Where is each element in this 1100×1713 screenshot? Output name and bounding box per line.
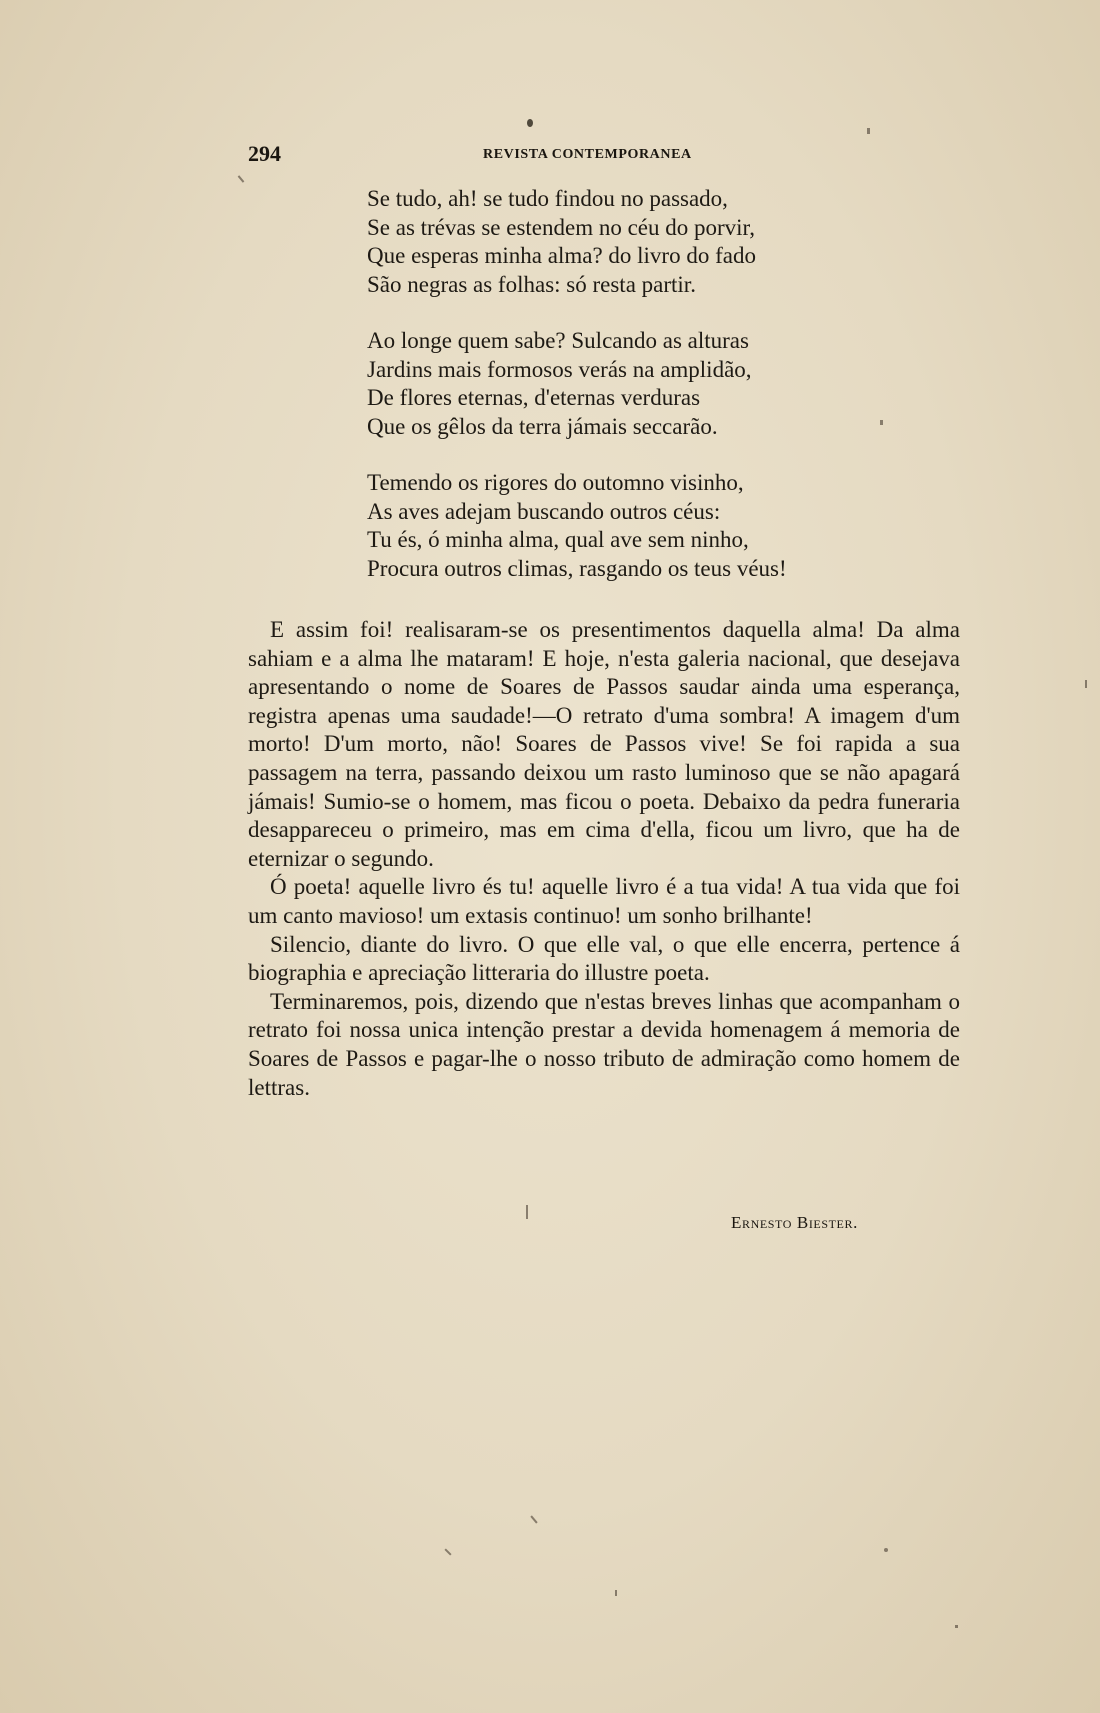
stanza bbox=[367, 469, 887, 583]
page-number: 294 bbox=[248, 141, 281, 166]
poem-line: Tu és, ó minha alma, qual ave sem ninho, bbox=[367, 527, 749, 552]
paper-speck bbox=[884, 1548, 888, 1552]
poem-line: Jardins mais formosos verás na amplidão, bbox=[367, 356, 752, 382]
paragraph: Ó poeta! aquelle livro és tu! aquelle livro é a tua vida! A tua vida que foi um canto mavioso! um extasis continuo! um sonho brilhante! bbox=[248, 874, 960, 928]
paragraph: Silencio, diante do livro. O que elle val, o que elle encerra, pertence á biographia e apreciação litteraria do illustre poeta. bbox=[248, 931, 960, 986]
paper-speck bbox=[1085, 680, 1087, 688]
poem-line: Ao longe quem sabe? Sulcando as alturas bbox=[367, 328, 749, 353]
poem-line: Se as trévas se estendem no céu do porvir, bbox=[367, 214, 756, 240]
running-head: REVISTA CONTEMPORANEA bbox=[483, 147, 692, 162]
ornament-dot bbox=[527, 119, 533, 127]
paper-speck bbox=[530, 1515, 537, 1523]
poem bbox=[367, 185, 887, 611]
stanza bbox=[367, 185, 887, 299]
poem-line: De flores eternas, d'eternas verduras bbox=[367, 385, 701, 410]
paper-speck bbox=[867, 128, 870, 134]
poem-line: Procura outros climas, rasgando os teus véus! bbox=[367, 555, 787, 581]
page-header bbox=[248, 141, 958, 167]
paper-speck bbox=[880, 420, 883, 425]
paper-speck bbox=[615, 1590, 617, 1596]
poem-line: Temendo os rigores do outomno visinho, bbox=[367, 470, 744, 495]
paper-speck bbox=[444, 1548, 451, 1555]
prose-body bbox=[248, 616, 960, 1102]
author-signature: Ernesto Biester. bbox=[731, 1213, 858, 1232]
paper-speck bbox=[238, 175, 245, 182]
paragraph: Terminaremos, pois, dizendo que n'estas breves linhas que acompanham o retrato foi nossa unica intenção prestar a devida homenagem á memoria de Soares de Passos e pagar-lhe o nosso tributo de admiração como homem de lettras. bbox=[248, 988, 960, 1100]
poem-line: As aves adejam buscando outros céus: bbox=[367, 498, 721, 524]
poem-line: Que os gêlos da terra jámais seccarão. bbox=[367, 413, 718, 439]
poem-line: Se tudo, ah! se tudo findou no passado, bbox=[367, 186, 728, 211]
poem-line: São negras as folhas: só resta partir. bbox=[367, 271, 696, 297]
poem-line: Que esperas minha alma? do livro do fado bbox=[367, 243, 756, 268]
paper-speck bbox=[955, 1625, 958, 1628]
stanza bbox=[367, 327, 887, 441]
paper-speck bbox=[526, 1205, 528, 1219]
paragraph: E assim foi! realisaram-se os presentimentos daquella alma! Da alma sahiam e a alma lhe mataram! E hoje, n'esta galeria nacional, que desejava apresentando o nome de Soares de Passos saudar ainda uma esperança, registra apenas uma saudade!—O retrato d'uma sombra! A imagem d'um morto! D'um morto, não! Soares de Passos vive! Se foi rapida a sua passagem na terra, passando deixou um rasto luminoso que se não apagará jámais! Sumio-se o homem, mas ficou o poeta. Debaixo da pedra funeraria desappareceu o primeiro, mas em cima d'ella, ficou um livro, que ha de eternizar o segundo. bbox=[248, 617, 960, 871]
